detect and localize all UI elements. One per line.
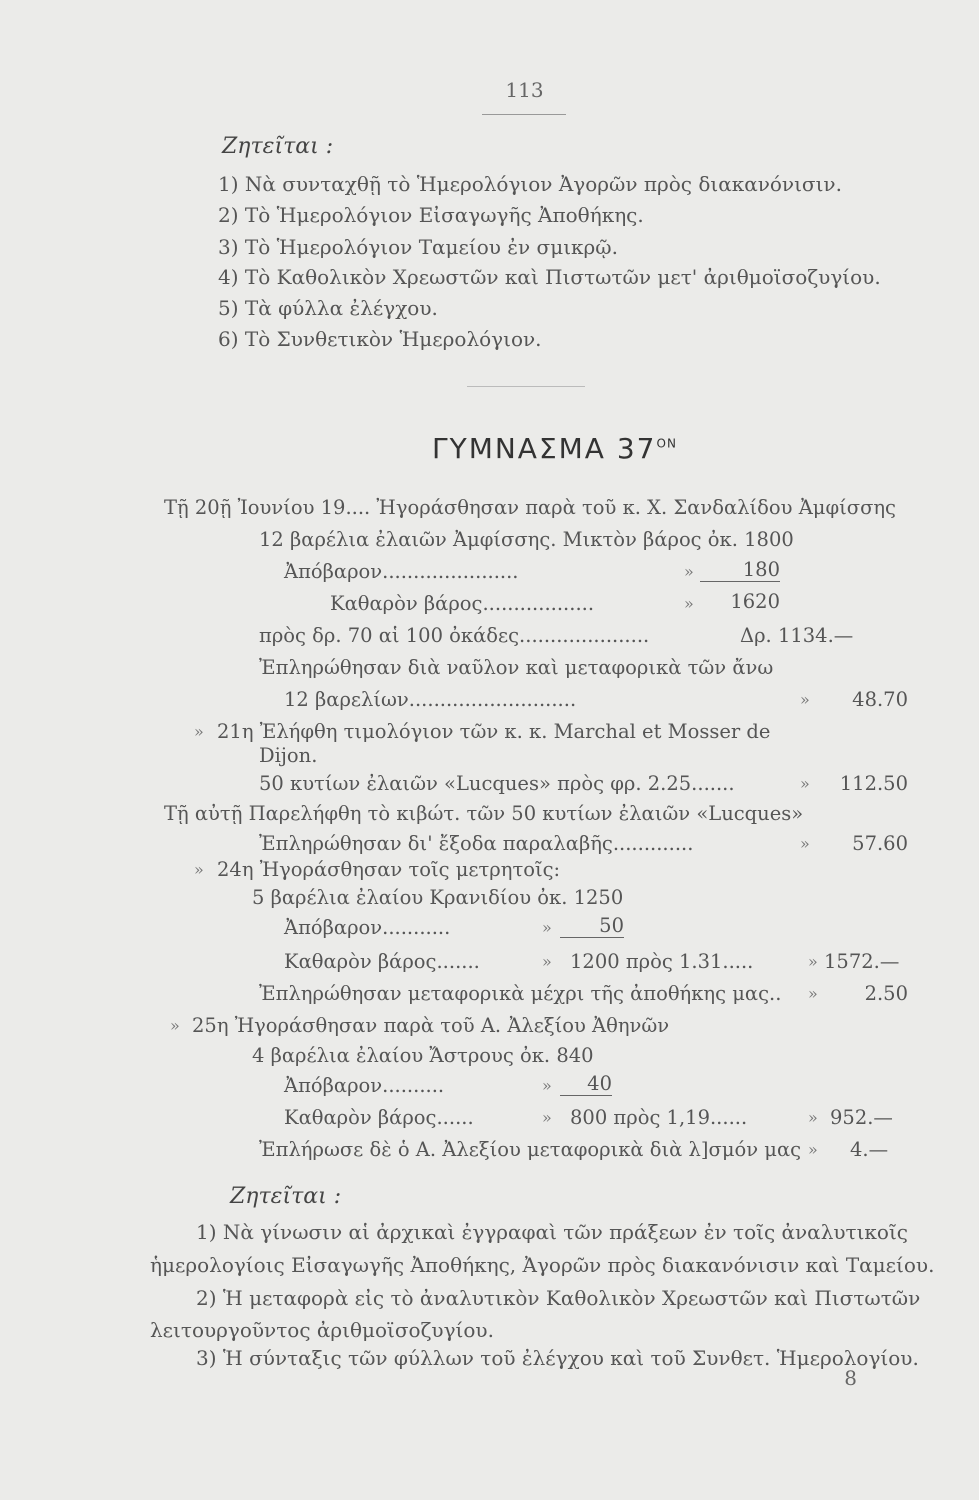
entry-line: πρὸς δρ. 70 αἱ 100 ὀκάδες..................... [259, 624, 650, 647]
ditto-mark: » [542, 1076, 552, 1095]
requirement-line: λειτουργοῦντος ἀριθμοϊσοζυγίου. [150, 1318, 494, 1342]
ditto-mark: » [542, 952, 552, 971]
ditto-mark: » [808, 1140, 818, 1159]
entry-line: Καθαρὸν βάρος...... [284, 1106, 474, 1129]
oil-total-amount: 1572.— [824, 950, 900, 973]
entry-line: Ἀπόβαρον........... [284, 916, 451, 939]
entry-line: 12 βαρέλια ἐλαιῶν Ἀμφίσσης. Μικτὸν βάρος ὀκ. 1800 [259, 528, 794, 551]
entry-line: Ἐπληρώθησαν διὰ ναῦλον καὶ μεταφορικὰ τῶν ἄνω [259, 656, 774, 679]
oil-total-amount: 952.— [830, 1106, 893, 1129]
exercise-title: ΓΥΜΝΑΣΜΑ 37 [432, 432, 657, 465]
entry-line: 4 βαρέλια ἐλαίου Ἄστρους ὀκ. 840 [252, 1044, 594, 1067]
ditto-mark: » [800, 690, 810, 709]
entry-line: 5 βαρέλια ἐλαίου Κρανιδίου ὀκ. 1250 [252, 886, 624, 909]
invoice-amount: 112.50 [839, 772, 908, 795]
requirement-line: 2) Ἡ μεταφορὰ εἰς τὸ ἀναλυτικὸν Καθολικὸν Χρεωστῶν καὶ Πιστωτῶν [196, 1286, 921, 1310]
task-item: 5) Τὰ φύλλα ἐλέγχου. [218, 296, 438, 320]
requirement-line: ἡμερολογίοις Εἰσαγωγῆς Ἀποθήκης, Ἀγορῶν πρὸς διακανόνισιν καὶ Ταμείου. [150, 1253, 935, 1277]
price-calc: 800 πρὸς 1,19...... [570, 1106, 748, 1129]
zitetai-heading-top: Ζητεῖται : [222, 134, 334, 159]
exercise-title-suffix: ΟΝ [656, 436, 677, 451]
ditto-mark: » [542, 918, 552, 937]
entry-line: Ἀπόβαρον.......... [284, 1074, 445, 1097]
price-calc: 1200 πρὸς 1.31..... [570, 950, 754, 973]
entry-line: Καθαρὸν βάρος....... [284, 950, 480, 973]
tare-amount: 40 [560, 1072, 612, 1096]
ditto-mark: » [800, 834, 810, 853]
net-weight-amount: 1620 [730, 590, 780, 613]
task-item: 2) Τὸ Ἡμερολόγιον Εἰσαγωγῆς Ἀποθήκης. [218, 203, 644, 227]
ditto-mark: » [808, 952, 818, 971]
ditto-mark: » [194, 722, 204, 741]
transport-amount: 2.50 [864, 982, 908, 1005]
requirement-line: 3) Ἡ σύνταξις τῶν φύλλων τοῦ ἐλέγχου καὶ τοῦ Συνθετ. Ἡμερολογίου. [196, 1346, 919, 1370]
exercise-heading [432, 432, 677, 465]
entry-line: Ἐπλήρωσε δὲ ὁ Α. Ἀλεξίου μεταφορικὰ διὰ λ]σμόν μας [259, 1138, 802, 1161]
entry-line: Ἐπληρώθησαν μεταφορικὰ μέχρι τῆς ἀποθήκης μας.. [259, 982, 782, 1005]
requirement-line: 1) Νὰ γίνωσιν αἱ ἀρχικαὶ ἐγγραφαὶ τῶν πράξεων ἐν τοῖς ἀναλυτικοῖς [196, 1220, 909, 1244]
entry-line: Τῇ 20ῇ Ἰουνίου 19.... Ἠγοράσθησαν παρὰ τοῦ κ. Χ. Σανδαλίδου Ἀμφίσσης [164, 496, 896, 519]
entry-line: Τῇ αὐτῇ Παρελήφθη τὸ κιβώτ. τῶν 50 κυτίων ἐλαιῶν «Lucques» [164, 802, 804, 825]
entry-line: 25η Ἠγοράσθησαν παρὰ τοῦ Α. Ἀλεξίου Ἀθηνῶν [192, 1014, 670, 1037]
task-item: 1) Νὰ συνταχθῇ τὸ Ἡμερολόγιον Ἀγορῶν πρὸς διακανόνισιν. [218, 172, 842, 196]
entry-line: Ἀπόβαρον...................... [284, 560, 519, 583]
ditto-mark: » [684, 594, 694, 613]
ditto-mark: » [542, 1108, 552, 1127]
header-rule [482, 114, 566, 115]
signature-number: 8 [844, 1366, 857, 1390]
zitetai-heading-bottom: Ζητεῖται : [230, 1184, 342, 1209]
ditto-mark: » [808, 984, 818, 1003]
ditto-mark: » [194, 860, 204, 879]
ditto-mark: » [684, 562, 694, 581]
ditto-mark: » [170, 1016, 180, 1035]
transport-amount: 4.— [850, 1138, 889, 1161]
entry-line: Ἐπληρώθησαν δι' ἔξοδα παραλαβῆς............. [259, 832, 694, 855]
ditto-mark: » [808, 1108, 818, 1127]
tare-amount: 180 [700, 558, 780, 582]
entry-line: 50 κυτίων ἐλαιῶν «Lucques» πρὸς φρ. 2.25....... [259, 772, 735, 795]
task-item: 6) Τὸ Συνθετικὸν Ἡμερολόγιον. [218, 327, 542, 351]
task-item: 3) Τὸ Ἡμερολόγιον Ταμείου ἐν σμικρῷ. [218, 235, 618, 259]
total-drachma: Δρ. 1134.— [740, 624, 854, 647]
entry-line: Καθαρὸν βάρος.................. [330, 592, 595, 615]
entry-line: 12 βαρελίων........................... [284, 688, 577, 711]
entry-line: Dijon. [259, 744, 318, 767]
entry-line: 21η Ἐλήφθη τιμολόγιον τῶν κ. κ. Marchal et Mosser de [217, 720, 771, 743]
task-item: 4) Τὸ Καθολικὸν Χρεωστῶν καὶ Πιστωτῶν μετ' ἀριθμοϊσοζυγίου. [218, 265, 881, 289]
receipt-costs-amount: 57.60 [852, 832, 908, 855]
section-rule [467, 386, 585, 387]
ditto-mark: » [800, 774, 810, 793]
tare-amount: 50 [560, 914, 624, 938]
page-number: 113 [505, 78, 544, 102]
entry-line: 24η Ἠγοράσθησαν τοῖς μετρητοῖς: [217, 858, 561, 881]
freight-amount: 48.70 [852, 688, 908, 711]
